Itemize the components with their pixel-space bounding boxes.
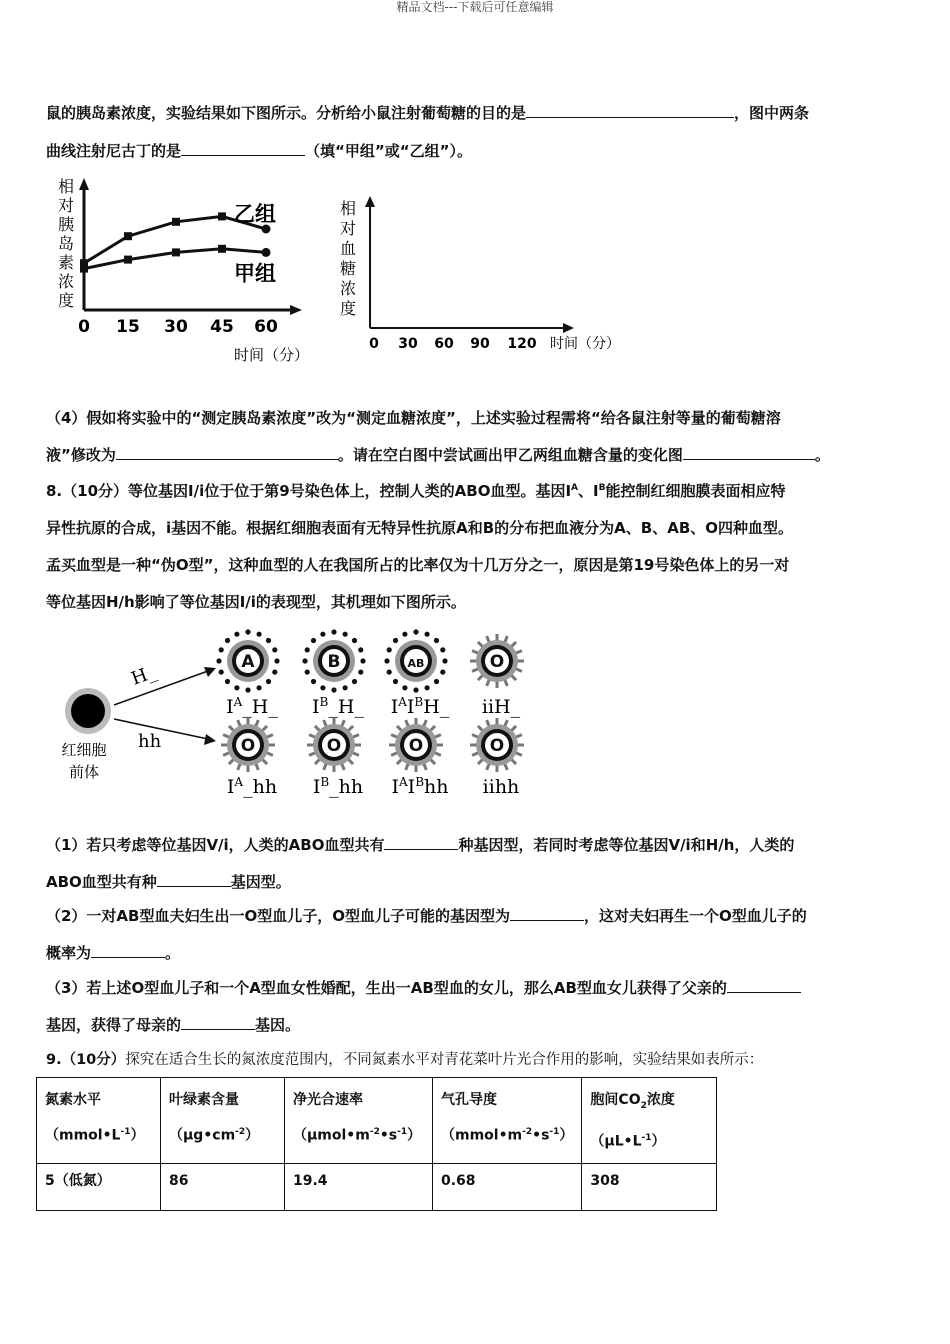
q9-text: 探究在适合生长的氮浓度范围内，不同氮素水平对青花菜叶片光合作用的影响，实验结果如表所示：: [125, 1052, 764, 1068]
q8-text: 异性抗原的合成，i基因不能。根据红细胞表面有无特异性抗原A和B的分布把血液分为A、B、AB、O四种血型。: [46, 519, 794, 537]
q8-text: 。: [165, 944, 181, 962]
x-axis-arrow: [563, 323, 574, 333]
header-unit: [293, 1116, 424, 1152]
header-line: 氮素水平: [45, 1092, 101, 1108]
svg-text:O: O: [489, 652, 505, 672]
header-text: 胞间CO: [590, 1092, 641, 1108]
x-tick-label: 45: [210, 317, 234, 337]
unit-text: •s: [379, 1127, 398, 1144]
header-unit: [441, 1116, 573, 1152]
svg-text:A: A: [241, 652, 255, 672]
header-sub: 2: [640, 1100, 647, 1111]
answer-blank[interactable]: [727, 977, 801, 993]
unit-text: ）: [651, 1133, 666, 1150]
data-point: [80, 265, 88, 273]
table-header-cell: [37, 1078, 161, 1164]
data-point: [172, 248, 180, 256]
unit-sup: -1: [549, 1127, 560, 1137]
genotype-label: $I^AI^BH\_$: [390, 695, 450, 718]
genotype-label: $I^A\_hh$: [226, 775, 278, 798]
q7-4-text: 液”修改为: [46, 446, 116, 464]
table-cell: 308: [582, 1164, 717, 1211]
header-unit: [169, 1116, 276, 1152]
glucose-chart: [330, 190, 650, 360]
rbc-cell-b-icon: [302, 629, 365, 692]
q8-text: （2）一对AB型血夫妇生出一O型血儿子，O型血儿子可能的基因型为: [46, 907, 510, 925]
answer-blank[interactable]: [181, 1014, 255, 1030]
data-point: [124, 232, 132, 240]
data-point: [262, 248, 271, 257]
y-label-char: 度: [340, 299, 357, 318]
q8-text: （3）若上述O型血儿子和一个A型血女性婚配，生出一AB型血的女儿，那么AB型血女儿获得了父亲的: [46, 979, 727, 997]
q8-text: 基因。: [255, 1016, 301, 1034]
arrow-hh-label: hh: [138, 731, 162, 752]
unit-sup: -1: [120, 1127, 131, 1137]
q7-4-line-1: [46, 407, 781, 428]
answer-blank[interactable]: [510, 905, 584, 921]
y-label-char: 糖: [340, 259, 357, 278]
svg-text:O: O: [326, 736, 342, 756]
x-tick-label: 30: [164, 317, 188, 337]
unit-sup: -2: [235, 1127, 246, 1137]
q8-text: 概率为: [46, 944, 92, 962]
rbc-cell-a-icon: [216, 629, 279, 692]
genotype-label: iihh: [482, 776, 520, 798]
q8-1-line-2: [46, 871, 291, 892]
page-header: 精品文档---下载后可任意编辑: [396, 0, 554, 14]
svg-text:B: B: [327, 652, 341, 672]
q8-line-1: [46, 480, 785, 501]
q7-4-text: （4）假如将实验中的“测定胰岛素浓度”改为“测定血糖浓度”，上述实验过程需将“给各鼠注射等量的葡萄糖溶: [46, 409, 781, 427]
q8-2-line-1: [46, 905, 807, 926]
q8-sup: B: [598, 483, 606, 493]
q8-1-line-1: [46, 834, 794, 855]
insulin-chart: [46, 170, 316, 370]
y-label-char: 相: [340, 199, 357, 218]
table-row: [37, 1164, 717, 1211]
arrow-h-label: H_: [128, 661, 159, 690]
unit-text: ）: [407, 1127, 422, 1144]
y-label-char: 血: [340, 239, 357, 258]
insulin-x-label: 时间（分）: [234, 346, 310, 364]
y-axis-arrow: [79, 178, 89, 190]
insulin-y-label: [58, 177, 74, 310]
unit-text: （mmol•L: [45, 1127, 121, 1144]
data-point: [218, 212, 226, 220]
table-header-cell: [161, 1078, 285, 1164]
q8-sup: A: [571, 483, 578, 493]
unit-text: ）: [245, 1127, 260, 1144]
q8-text: 、I: [578, 482, 599, 500]
x-tick-label: 30: [398, 336, 418, 352]
y-label-char: 相: [58, 177, 75, 196]
answer-blank[interactable]: [181, 140, 305, 156]
x-tick-label: 15: [116, 317, 140, 337]
unit-text: •s: [532, 1127, 550, 1144]
answer-blank[interactable]: [116, 444, 338, 460]
header-line: [590, 1084, 708, 1122]
table-cell: 0.68: [433, 1164, 582, 1211]
q7-text: ，图中两条: [734, 104, 810, 122]
rbc-cell-o-icon: [470, 718, 524, 772]
series-label: 乙组: [234, 202, 276, 226]
q7-4-text: 。: [814, 446, 830, 464]
genotype-label: iiH_: [481, 696, 521, 718]
x-tick-label: 60: [434, 336, 454, 352]
nitrogen-table: [36, 1077, 717, 1211]
q7-4-text: 。请在空白图中尝试画出甲乙两组血糖含量的变化图: [337, 446, 683, 464]
x-tick-label: 0: [78, 317, 90, 337]
q8-text: 8.（10分）等位基因I/i位于位于第9号染色体上，控制人类的ABO血型。基因I: [46, 482, 572, 500]
q8-text: 孟买血型是一种“伪O型”，这种血型的人在我国所占的比率仅为十几万分之一，原因是第19号染色体上的另一对: [46, 556, 790, 574]
unit-sup: -2: [369, 1127, 380, 1137]
header-line: 气孔导度: [441, 1092, 497, 1108]
unit-text: （μL•L: [590, 1133, 642, 1150]
y-label-char: 素: [58, 253, 75, 272]
answer-blank[interactable]: [683, 444, 815, 460]
rbc-cell-o-icon: [470, 634, 524, 688]
q7-text: 曲线注射尼古丁的是: [46, 142, 182, 160]
q7-text: （填“甲组”或“乙组”）。: [305, 142, 472, 160]
rbc-cell-o-icon: [221, 718, 275, 772]
table-header-cell: [582, 1078, 717, 1164]
genotype-label: $I^B\_H\_$: [312, 695, 364, 718]
q8-text: ，这对夫妇再生一个O型血儿子的: [584, 907, 807, 925]
y-label-char: 浓: [58, 272, 75, 291]
x-tick-label: 0: [369, 336, 379, 352]
genotype-label: $I^A\_H\_$: [226, 695, 278, 718]
genotype-label: $I^B\_hh$: [312, 775, 364, 798]
arrow-h: [114, 671, 208, 705]
q8-text: 基因，获得了母亲的: [46, 1016, 182, 1034]
q8-text: 种基因型，若同时考虑等位基因V/i和H/h，人类的: [458, 836, 795, 854]
header-text: 浓度: [646, 1092, 675, 1108]
x-tick-label: 60: [254, 317, 278, 337]
q8-3-line-2: [46, 1014, 300, 1035]
q8-2-line-2: [46, 942, 180, 963]
glucose-y-label: [340, 199, 356, 318]
q7-line-2: [46, 140, 472, 161]
header-line: 叶绿素含量: [169, 1092, 239, 1108]
precursor-label: 红细胞: [61, 741, 107, 759]
q9-intro: [46, 1048, 763, 1069]
svg-text:O: O: [240, 736, 256, 756]
unit-sup: -1: [397, 1127, 408, 1137]
table-cell: 86: [161, 1164, 285, 1211]
blood-type-diagram: [40, 625, 560, 810]
answer-blank[interactable]: [91, 942, 165, 958]
q8-line-2: [46, 517, 793, 538]
series-label: 甲组: [234, 261, 276, 286]
answer-blank[interactable]: [384, 834, 458, 850]
q8-text: 能控制红细胞膜表面相应特: [605, 482, 786, 500]
q8-text: 等位基因H/h影响了等位基因I/i的表现型，其机理如下图所示。: [46, 593, 466, 611]
data-point: [172, 218, 180, 226]
q8-text: 基因型。: [230, 873, 291, 891]
arrow-hh-head: [204, 734, 216, 745]
rbc-cell-o-icon: [307, 718, 361, 772]
rbc-cell-ab-icon: [384, 629, 447, 692]
data-point: [218, 245, 226, 253]
q7-line-1: [46, 102, 809, 123]
x-axis-arrow: [290, 305, 302, 315]
y-label-char: 岛: [58, 234, 75, 253]
q8-line-4: [46, 591, 466, 612]
y-label-char: 对: [340, 219, 357, 238]
y-label-char: 对: [58, 196, 75, 215]
glucose-x-label: 时间（分）: [550, 336, 620, 352]
table-header-row: [37, 1078, 717, 1164]
table-header-cell: [285, 1078, 433, 1164]
table-cell: 19.4: [285, 1164, 433, 1211]
unit-sup: -1: [641, 1132, 652, 1143]
table-header-cell: [433, 1078, 582, 1164]
y-axis-arrow: [365, 196, 375, 207]
header-unit: [45, 1116, 152, 1152]
answer-blank[interactable]: [526, 102, 734, 118]
y-label-char: 度: [58, 291, 75, 310]
table-cell: 5（低氮）: [37, 1164, 161, 1211]
unit-text: ）: [130, 1127, 145, 1144]
y-label-char: 浓: [340, 279, 357, 298]
q7-text: 鼠的胰岛素浓度，实验结果如下图所示。分析给小鼠注射葡萄糖的目的是: [46, 104, 527, 122]
q8-line-3: [46, 554, 789, 575]
q8-text: （1）若只考虑等位基因V/i，人类的ABO血型共有: [46, 836, 385, 854]
precursor-label: 前体: [68, 763, 100, 781]
genotype-label: $I^AI^Bhh$: [391, 775, 449, 798]
precursor-cell-icon: [71, 694, 105, 728]
header-unit: [590, 1122, 708, 1158]
q8-3-line-1: [46, 977, 801, 998]
unit-text: （μg•cm: [169, 1127, 236, 1144]
q9-number: 9.（10分）: [46, 1052, 126, 1068]
q8-text: ABO血型共有种: [46, 873, 157, 891]
x-tick-label: 90: [470, 336, 490, 352]
y-label-char: 胰: [58, 215, 75, 234]
unit-sup: -2: [522, 1127, 533, 1137]
svg-text:O: O: [489, 736, 505, 756]
answer-blank[interactable]: [157, 871, 231, 887]
rbc-cell-o-icon: [389, 718, 443, 772]
unit-text: ）: [559, 1127, 574, 1144]
x-tick-label: 120: [507, 336, 537, 352]
svg-text:O: O: [408, 736, 424, 756]
q7-4-line-2: [46, 444, 830, 465]
svg-text:AB: AB: [407, 657, 425, 670]
unit-text: （mmol•m: [441, 1127, 523, 1144]
unit-text: （μmol•m: [293, 1127, 370, 1144]
data-point: [124, 256, 132, 264]
header-line: 净光合速率: [293, 1092, 363, 1108]
